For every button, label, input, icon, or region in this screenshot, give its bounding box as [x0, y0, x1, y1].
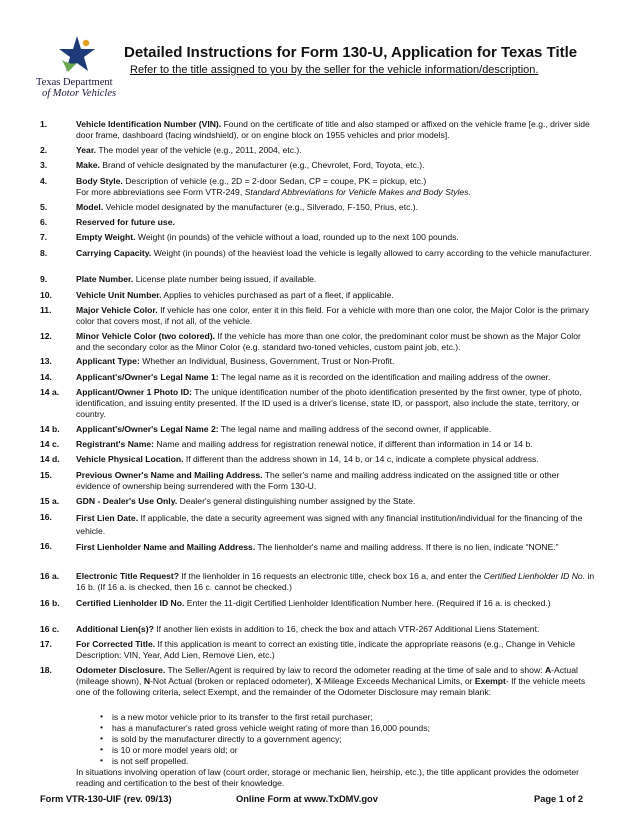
item-text: Weight (in pounds) of the heaviest load the vehicle is legally allowed to carry according to the vehicle manufacturer. — [153, 248, 592, 258]
code-a: A — [544, 665, 552, 675]
item-text: The model year of the vehicle (e.g., 2011, 2004, etc.). — [98, 145, 302, 155]
item-text: Vehicle model designated by the manufacturer (e.g., Silverado, F-150, Prius, etc.). — [105, 202, 419, 212]
instruction-item — [40, 290, 596, 301]
footer-online-link[interactable]: Online Form at www.TxDMV.gov — [236, 794, 378, 804]
item-number: 1. — [40, 119, 48, 129]
item-label: Body Style. — [76, 176, 123, 186]
item-number: 10. — [40, 290, 52, 300]
bullet-icon: • — [100, 733, 104, 743]
item-text: Description of vehicle (e.g., 2D = 2-door Sedan, CP = coupe, PK = pickup, etc.) — [125, 176, 427, 186]
item-label: Reserved for future use. — [76, 217, 175, 227]
item-label: Additional Lien(s)? — [76, 624, 154, 634]
instruction-item — [40, 639, 596, 661]
instruction-item — [40, 248, 596, 259]
bullet-icon: • — [100, 744, 104, 754]
item-number: 5. — [40, 202, 48, 212]
instruction-item — [40, 624, 596, 635]
logo-text-line2: of Motor Vehicles — [42, 88, 117, 99]
instruction-item — [40, 496, 596, 507]
item-number: 18. — [40, 665, 52, 675]
item-text-italic: Standard Abbreviations for Vehicle Makes and Body Styles. — [244, 187, 471, 197]
item-label: Registrant's Name: — [76, 439, 154, 449]
item-label: Plate Number. — [76, 274, 134, 284]
item-text-italic: Certified Lienholder ID No. — [483, 571, 586, 581]
instruction-item — [40, 372, 596, 383]
item-text: Weight (in pounds) of the vehicle without a load, rounded up to the next 100 pounds. — [137, 232, 459, 242]
code-exempt-text: - If the vehicle meets one of the following criteria, select Exempt, and the remainder of the Odometer Disclosure may remain blank: — [76, 676, 586, 697]
item-number: 17. — [40, 639, 52, 649]
instruction-item — [40, 598, 596, 609]
item-number: 16 c. — [40, 624, 60, 634]
bullet-text: is sold by the manufacturer directly to a government agency; — [112, 734, 342, 744]
page-subtitle: Refer to the title assigned to you by the seller for the vehicle information/description. — [130, 64, 539, 76]
item-text: If vehicle has one color, enter it in this field. For a vehicle with more than one color, the Major Color is the primary color that covers most, if not all, of the vehicle. — [76, 305, 589, 326]
instruction-item — [40, 176, 596, 198]
item-label: Make. — [76, 160, 100, 170]
bullet-text: is not self propelled. — [112, 756, 189, 766]
item-text: Whether an Individual, Business, Government, Trust or Non-Profit. — [142, 356, 395, 366]
code-exempt: Exempt — [474, 676, 506, 686]
item-text: If this application is meant to correct an existing title, indicate the appropriate reasons (e.g., Change in Vehicle Description: VIN, Year, Add Lien, Remove Lien, etc.) — [76, 639, 576, 660]
item-label: Minor Vehicle Color (two colored). — [76, 331, 215, 341]
instruction-item — [40, 145, 596, 156]
item-label: GDN - Dealer's Use Only. — [76, 496, 178, 506]
item-number: 15. — [40, 470, 52, 480]
item-number: 9. — [40, 274, 48, 284]
instruction-item — [40, 571, 596, 593]
item-text: If the vehicle has more than one color, the predominant color must be shown as the Major Color and the secondary color as the Minor Color (e.g. standard two-toned vehicles, custom paint job, etc.). — [76, 331, 581, 352]
item-number: 14 b. — [40, 424, 60, 434]
instruction-item — [40, 305, 596, 327]
item-label: Applicant's/Owner's Legal Name 2: — [76, 424, 219, 434]
item-number: 14 d. — [40, 454, 60, 464]
instruction-item — [40, 387, 596, 420]
item-text: The lienholder's name and mailing address. If there is no lien, indicate “NONE.” — [257, 542, 559, 552]
instruction-item — [40, 274, 596, 285]
item-label: Vehicle Physical Location. — [76, 454, 184, 464]
item-number: 3. — [40, 160, 48, 170]
item-number: 16 b. — [40, 598, 60, 608]
item-number: 14. — [40, 372, 52, 382]
item-number: 16. — [40, 541, 52, 551]
item-text-2: For more abbreviations see Form VTR-249, — [76, 187, 243, 197]
star-icon — [56, 34, 98, 76]
instruction-item — [40, 119, 596, 141]
code-x-text: -Mileage Exceeds Mechanical Limits, or — [321, 676, 473, 686]
page-title: Detailed Instructions for Form 130-U, Application for Texas Title — [124, 44, 578, 61]
item-text: Enter the 11-digit Certified Lienholder Identification Number here. (Required if 16 a. is checked.) — [186, 598, 551, 608]
item-text: The legal name as it is recorded on the identification and mailing address of the owner. — [220, 372, 551, 382]
item-text: Found on the certificate of title and also stamped or affixed on the vehicle frame [e.g., driver side door frame, dashboard (facing windshield), or on engine block on 1955 vehicles and prior models]. — [76, 119, 590, 140]
item-text: If the lienholder in 16 requests an electronic title, check box 16 a, and enter the — [181, 571, 482, 581]
item-text: If applicable, the date a security agreement was signed with any financial institution/individual for the financing of the vehicle. — [76, 513, 583, 536]
item-number: 11. — [40, 305, 52, 315]
instruction-item — [40, 424, 596, 435]
item-label: Certified Lienholder ID No. — [76, 598, 185, 608]
instruction-item — [40, 541, 596, 554]
item-number: 14 a. — [40, 387, 60, 397]
bullet-text: is 10 or more model years old; or — [112, 745, 238, 755]
item-number: 4. — [40, 176, 48, 186]
item-label: Empty Weight. — [76, 232, 136, 242]
instruction-item — [40, 512, 596, 538]
item-text: The unique identification number of the photo identification presented by the first owner, type of photo, identification, and issuing entity presented. If the ID used is a driver's license, state ID, or passport, also include the state, territory, or country. — [76, 387, 582, 419]
closing-text: In situations involving operation of law (court order, storage or mechanic lien, heirship, etc.), the title applicant provides the odometer reading and certification to the best of their knowledge. — [76, 767, 580, 788]
code-n: N — [143, 676, 151, 686]
item-text: The seller's name and mailing address indicated on the assigned title or other evidence of ownership being surrendered with the Form 130-U. — [76, 470, 560, 491]
bullet-text: is a new motor vehicle prior to its transfer to the first retail purchaser; — [112, 712, 373, 722]
item-label: Odometer Disclosure. — [76, 665, 166, 675]
item-label: Applicant's/Owner's Legal Name 1: — [76, 372, 219, 382]
instruction-item — [40, 232, 596, 243]
item-number: 16. — [40, 512, 52, 522]
item-label: Previous Owner's Name and Mailing Address. — [76, 470, 263, 480]
instruction-item — [40, 470, 596, 492]
instruction-item — [40, 202, 596, 213]
item-number: 6. — [40, 217, 48, 227]
instruction-item — [40, 160, 596, 171]
instruction-item — [40, 356, 596, 367]
code-x: X — [315, 676, 322, 686]
txdmv-logo — [26, 34, 126, 104]
item-label: Vehicle Identification Number (VIN). — [76, 119, 222, 129]
item-label: Applicant Type: — [76, 356, 140, 366]
item-label: Vehicle Unit Number. — [76, 290, 162, 300]
item-label: For Corrected Title. — [76, 639, 156, 649]
item-number: 8. — [40, 248, 48, 258]
code-a-text: -Actual (mileage shown), — [76, 665, 578, 686]
item-text: Dealer's general distinguishing number assigned by the State. — [179, 496, 416, 506]
item-number: 13. — [40, 356, 52, 366]
instruction-item — [40, 331, 596, 353]
item-label: Applicant/Owner 1 Photo ID: — [76, 387, 193, 397]
bullet-icon: • — [100, 755, 104, 765]
instruction-item — [40, 454, 596, 465]
item-text: License plate number being issued, if available. — [135, 274, 317, 284]
instruction-item — [40, 439, 596, 450]
item-number: 2. — [40, 145, 48, 155]
footer-form-number: Form VTR-130-UIF (rev. 09/13) — [40, 794, 172, 804]
item-label: Model. — [76, 202, 104, 212]
item-text: Applies to vehicles purchased as part of a fleet, if applicable. — [163, 290, 394, 300]
item-number: 16 a. — [40, 571, 60, 581]
item-text: The Seller/Agent is required by law to record the odometer reading at the time of sale and to show: — [167, 665, 543, 675]
item-number: 14 c. — [40, 439, 60, 449]
item-label: First Lienholder Name and Mailing Address. — [76, 542, 256, 552]
item-label: Year. — [76, 145, 97, 155]
bullet-text: has a manufacturer's rated gross vehicle weight rating of more than 16,000 pounds; — [112, 723, 430, 733]
item-label: First Lien Date. — [76, 513, 139, 523]
logo-text-line1: Texas Department — [36, 77, 113, 88]
item-text: If different than the address shown in 14, 14 b, or 14 c, indicate a complete physical address. — [185, 454, 539, 464]
item-label: Carrying Capacity. — [76, 248, 152, 258]
item-number: 12. — [40, 331, 52, 341]
code-n-text: -Not Actual (broken or replaced odometer), — [150, 676, 313, 686]
item-number: 7. — [40, 232, 48, 242]
item-label: Major Vehicle Color. — [76, 305, 158, 315]
instruction-item — [40, 665, 596, 698]
odometer-closing — [40, 767, 596, 789]
bullet-icon: • — [100, 722, 104, 732]
item-text-after: in 16 b. (If 16 a. is checked, then 16 c. cannot be checked.) — [76, 571, 595, 592]
item-text: Brand of vehicle designated by the manufacturer (e.g., Chevrolet, Ford, Toyota, etc.). — [102, 160, 425, 170]
item-text: If another lien exists in addition to 16, check the box and attach VTR-267 Additional Liens Statement. — [156, 624, 540, 634]
bullet-icon: • — [100, 711, 104, 721]
item-label: Electronic Title Request? — [76, 571, 179, 581]
item-number: 15 a. — [40, 496, 60, 506]
footer-page-number: Page 1 of 2 — [534, 794, 584, 804]
item-text: The legal name and mailing address of the second owner, if applicable. — [220, 424, 492, 434]
instruction-item — [40, 217, 596, 228]
item-text: Name and mailing address for registration renewal notice, if different than information in 14 or 14 b. — [156, 439, 533, 449]
